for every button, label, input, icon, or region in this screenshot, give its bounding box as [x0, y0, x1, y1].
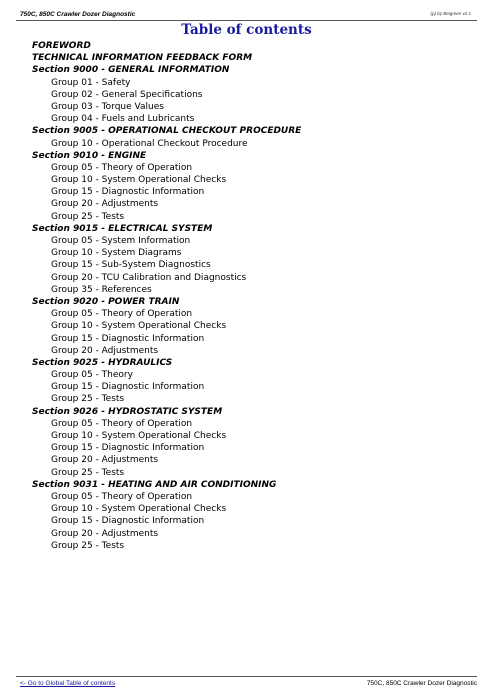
footer-divider: [16, 676, 477, 677]
toc-group-link[interactable]: Group 10 - System Diagrams: [51, 248, 182, 259]
global-toc-link[interactable]: <- Go to Global Table of contents: [20, 680, 116, 687]
toc-section-link[interactable]: FOREWORD: [32, 41, 91, 51]
toc-group-link[interactable]: Group 20 - Adjustments: [51, 345, 159, 356]
toc-group-link[interactable]: Group 15 - Diagnostic Information: [51, 516, 205, 527]
toc-section-link[interactable]: TECHNICAL INFORMATION FEEDBACK FORM: [32, 53, 253, 64]
toc-section-link[interactable]: Section 9000 - GENERAL INFORMATION: [32, 65, 230, 76]
toc-group-link[interactable]: Group 03 - Torque Values: [51, 101, 164, 112]
toc-group-link[interactable]: Group 25 - Tests: [51, 211, 125, 222]
toc-group-link[interactable]: Group 15 - Diagnostic Information: [51, 443, 205, 454]
toc-group-link[interactable]: Group 10 - System Operational Checks: [51, 175, 227, 186]
toc-section-link[interactable]: Section 9020 - POWER TRAIN: [32, 296, 180, 307]
header-credit: (p) by Beigreen v2.1: [430, 11, 471, 16]
table-of-contents: [32, 40, 473, 552]
toc-group-link[interactable]: Group 20 - Adjustments: [51, 199, 159, 210]
toc-group-link[interactable]: Group 10 - System Operational Checks: [51, 504, 227, 515]
toc-group-link[interactable]: Group 02 - General Specifications: [51, 89, 203, 100]
toc-group-link[interactable]: Group 05 - Theory of Operation: [51, 162, 193, 173]
toc-group-link[interactable]: Group 15 - Sub-System Diagnostics: [51, 260, 211, 271]
toc-group-link[interactable]: Group 10 - Operational Checkout Procedure: [51, 138, 248, 149]
toc-group-link[interactable]: Group 25 - Tests: [51, 540, 125, 551]
toc-group-link[interactable]: Group 05 - Theory of Operation: [51, 309, 193, 320]
toc-group-link[interactable]: Group 04 - Fuels and Lubricants: [51, 114, 195, 125]
toc-section-link[interactable]: Section 9015 - ELECTRICAL SYSTEM: [32, 223, 213, 234]
toc-section-link[interactable]: Section 9026 - HYDROSTATIC SYSTEM: [32, 406, 223, 417]
toc-group-link[interactable]: Group 15 - Diagnostic Information: [51, 333, 205, 344]
page-title: Table of contents: [181, 22, 312, 38]
toc-group-link[interactable]: Group 10 - System Operational Checks: [51, 321, 227, 332]
toc-group-link[interactable]: Group 20 - Adjustments: [51, 528, 159, 539]
toc-group-link[interactable]: Group 10 - System Operational Checks: [51, 431, 227, 441]
toc-section-link[interactable]: Section 9010 - ENGINE: [32, 150, 147, 161]
toc-group-link[interactable]: Group 25 - Tests: [51, 394, 125, 405]
toc-group-link[interactable]: Group 20 - TCU Calibration and Diagnostics: [51, 272, 247, 283]
toc-group-link[interactable]: Group 20 - Adjustments: [51, 455, 159, 466]
toc-section-link[interactable]: Section 9031 - HEATING AND AIR CONDITIONING: [32, 479, 277, 490]
toc-group-link[interactable]: Group 35 - References: [51, 284, 152, 295]
toc-group-link[interactable]: Group 25 - Tests: [51, 467, 125, 478]
header-document-title: 750C, 850C Crawler Dozer Diagnostic: [20, 11, 136, 18]
toc-group-link[interactable]: Group 01 - Safety: [51, 77, 131, 88]
toc-group-link[interactable]: Group 05 - Theory: [51, 370, 133, 381]
toc-section-link[interactable]: Section 9005 - OPERATIONAL CHECKOUT PROCEDURE: [32, 126, 302, 137]
toc-group-link[interactable]: Group 05 - Theory of Operation: [51, 418, 193, 429]
footer-document-title: 750C, 850C Crawler Dozer Diagnostic: [366, 680, 477, 687]
toc-section-link[interactable]: Section 9025 - HYDRAULICS: [32, 357, 173, 368]
toc-group-link[interactable]: Group 05 - System Information: [51, 236, 191, 246]
header-divider: [16, 20, 477, 21]
toc-group-link[interactable]: Group 05 - Theory of Operation: [51, 491, 193, 502]
toc-group-link[interactable]: Group 15 - Diagnostic Information: [51, 187, 205, 198]
toc-group-link[interactable]: Group 15 - Diagnostic Information: [51, 382, 205, 393]
